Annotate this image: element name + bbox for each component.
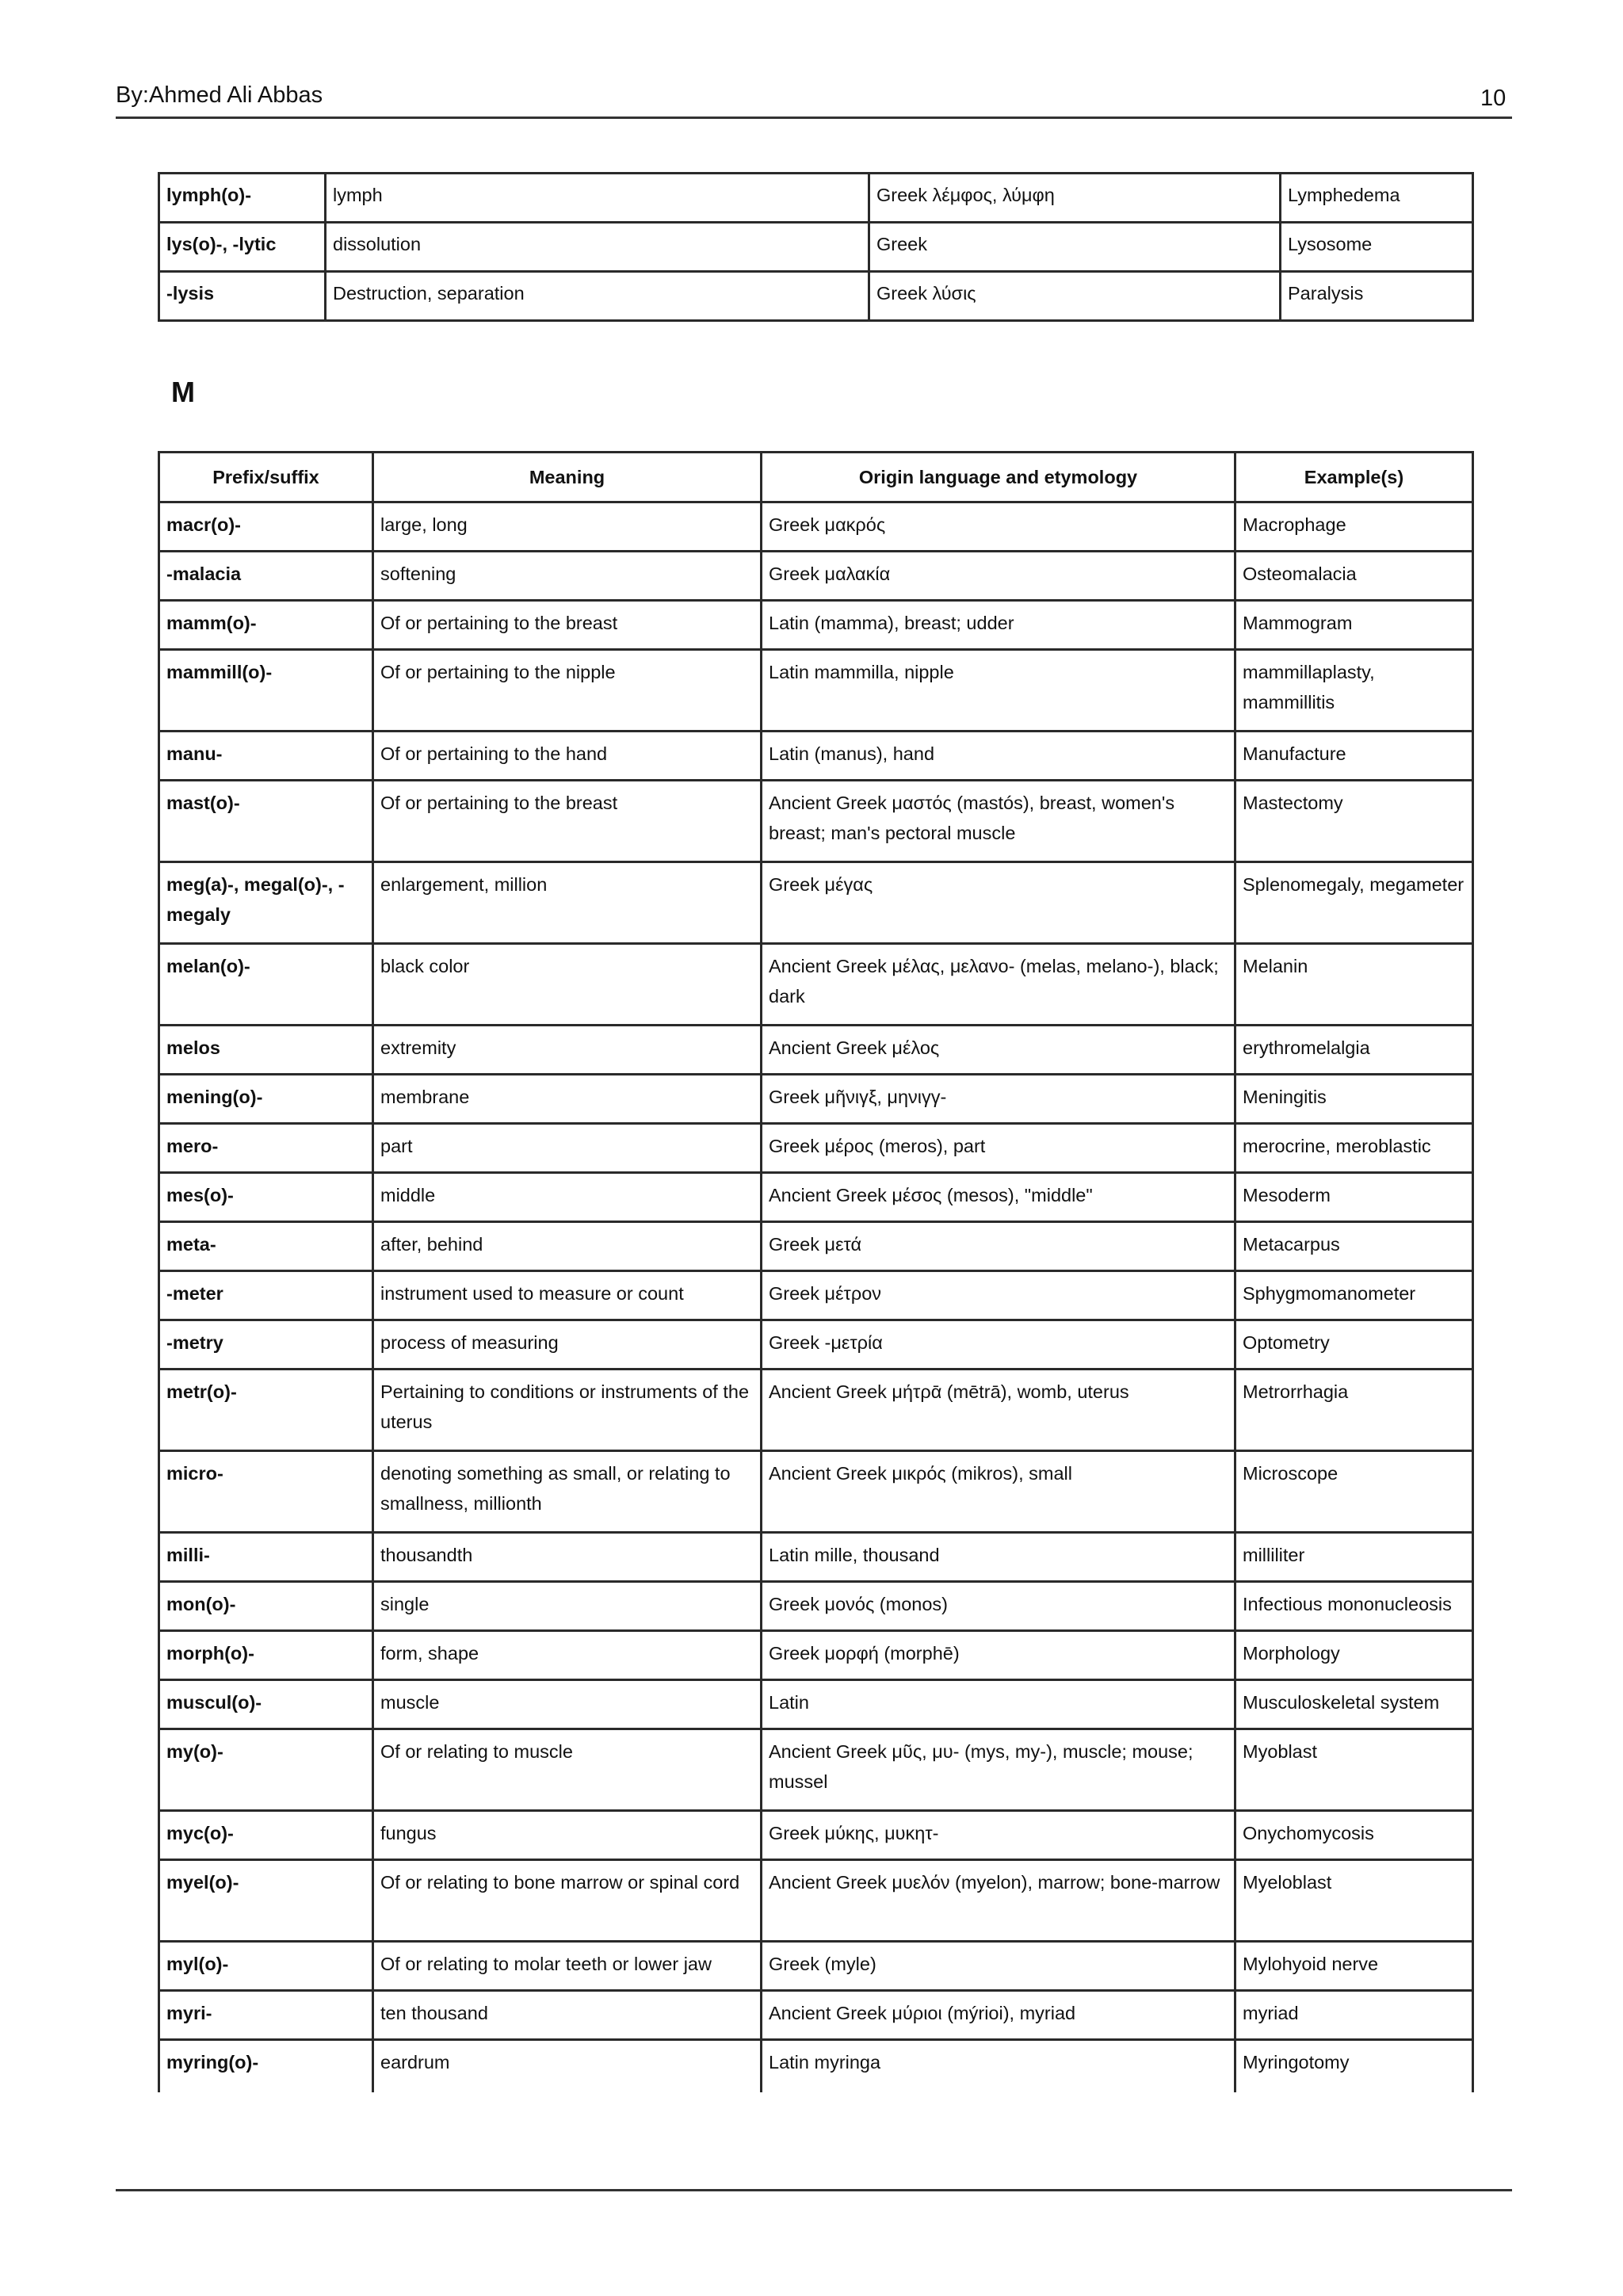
meaning-cell: Of or pertaining to the breast	[373, 601, 762, 650]
meaning-cell: Pertaining to conditions or instruments of the uterus	[373, 1370, 762, 1451]
term-cell: -meter	[159, 1271, 373, 1320]
origin-cell: Greek μονός (monos)	[762, 1582, 1235, 1631]
example-cell: Melanin	[1235, 944, 1473, 1026]
origin-cell: Latin mammilla, nipple	[762, 650, 1235, 732]
meaning-cell: dissolution	[326, 223, 869, 272]
example-cell: Musculoskeletal system	[1235, 1680, 1473, 1729]
meaning-cell: form, shape	[373, 1631, 762, 1680]
example-cell: Optometry	[1235, 1320, 1473, 1370]
term-cell: muscul(o)-	[159, 1680, 373, 1729]
term-cell: milli-	[159, 1533, 373, 1582]
example-cell: Mastectomy	[1235, 781, 1473, 862]
meaning-cell: middle	[373, 1173, 762, 1222]
meaning-cell: instrument used to measure or count	[373, 1271, 762, 1320]
meaning-cell: Of or relating to bone marrow or spinal cord	[373, 1860, 762, 1942]
table-row	[159, 862, 1473, 944]
term-cell: myc(o)-	[159, 1811, 373, 1860]
example-cell: Onychomycosis	[1235, 1811, 1473, 1860]
meaning-cell: fungus	[373, 1811, 762, 1860]
table-row	[159, 1729, 1473, 1811]
meaning-cell: part	[373, 1124, 762, 1173]
meaning-cell: thousandth	[373, 1533, 762, 1582]
origin-cell: Latin (mamma), breast; udder	[762, 601, 1235, 650]
origin-cell: Greek μακρός	[762, 502, 1235, 552]
table-row	[159, 1811, 1473, 1860]
table-row	[159, 1533, 1473, 1582]
example-cell: Sphygmomanometer	[1235, 1271, 1473, 1320]
table-row	[159, 223, 1473, 272]
example-cell: Lysosome	[1281, 223, 1473, 272]
meaning-cell: ten thousand	[373, 1991, 762, 2040]
term-cell: mammill(o)-	[159, 650, 373, 732]
example-cell: Meningitis	[1235, 1075, 1473, 1124]
example-cell: Myringotomy	[1235, 2040, 1473, 2092]
term-cell: meg(a)-, megal(o)-, -megaly	[159, 862, 373, 944]
term-cell: mon(o)-	[159, 1582, 373, 1631]
meaning-cell: single	[373, 1582, 762, 1631]
term-cell: melan(o)-	[159, 944, 373, 1026]
term-cell: -metry	[159, 1320, 373, 1370]
origin-cell: Greek (myle)	[762, 1942, 1235, 1991]
table-row	[159, 1124, 1473, 1173]
meaning-cell: after, behind	[373, 1222, 762, 1271]
example-cell: Infectious mononucleosis	[1235, 1582, 1473, 1631]
example-cell: Myoblast	[1235, 1729, 1473, 1811]
term-cell: mamm(o)-	[159, 601, 373, 650]
table-row	[159, 944, 1473, 1026]
origin-cell: Greek μῆνιγξ, μηνιγγ-	[762, 1075, 1235, 1124]
column-header-prefix: Prefix/suffix	[159, 453, 373, 502]
meaning-cell: Of or relating to muscle	[373, 1729, 762, 1811]
term-cell: manu-	[159, 732, 373, 781]
table-header-row	[159, 453, 1473, 502]
meaning-cell: extremity	[373, 1026, 762, 1075]
example-cell: Metacarpus	[1235, 1222, 1473, 1271]
m-terms-table	[158, 451, 1474, 2092]
origin-cell: Ancient Greek μύριοι (mýrioi), myriad	[762, 1991, 1235, 2040]
table-row	[159, 1631, 1473, 1680]
term-cell: lymph(o)-	[159, 174, 326, 223]
origin-cell: Ancient Greek μικρός (mikros), small	[762, 1451, 1235, 1533]
origin-cell: Greek λύσις	[869, 272, 1281, 321]
term-cell: lys(o)-, -lytic	[159, 223, 326, 272]
example-cell: Metrorrhagia	[1235, 1370, 1473, 1451]
term-cell: mening(o)-	[159, 1075, 373, 1124]
table-row	[159, 552, 1473, 601]
example-cell: Mammogram	[1235, 601, 1473, 650]
meaning-cell: enlargement, million	[373, 862, 762, 944]
table-row	[159, 1680, 1473, 1729]
table-row	[159, 1860, 1473, 1942]
table-row	[159, 2040, 1473, 2092]
term-cell: melos	[159, 1026, 373, 1075]
table-row	[159, 1582, 1473, 1631]
example-cell: Mesoderm	[1235, 1173, 1473, 1222]
origin-cell: Ancient Greek μέλας, μελανο- (melas, melano-), black; dark	[762, 944, 1235, 1026]
origin-cell: Ancient Greek μέλος	[762, 1026, 1235, 1075]
example-cell: Paralysis	[1281, 272, 1473, 321]
term-cell: meta-	[159, 1222, 373, 1271]
term-cell: myl(o)-	[159, 1942, 373, 1991]
example-cell: Manufacture	[1235, 732, 1473, 781]
column-header-examples: Example(s)	[1235, 453, 1473, 502]
example-cell: mammillaplasty, mammillitis	[1235, 650, 1473, 732]
l-continuation-table	[158, 172, 1474, 322]
example-cell: myriad	[1235, 1991, 1473, 2040]
origin-cell: Latin mille, thousand	[762, 1533, 1235, 1582]
term-cell: mes(o)-	[159, 1173, 373, 1222]
example-cell: Osteomalacia	[1235, 552, 1473, 601]
example-cell: Lymphedema	[1281, 174, 1473, 223]
example-cell: milliliter	[1235, 1533, 1473, 1582]
table-row	[159, 1026, 1473, 1075]
meaning-cell: lymph	[326, 174, 869, 223]
origin-cell: Greek μέρος (meros), part	[762, 1124, 1235, 1173]
example-cell: Mylohyoid nerve	[1235, 1942, 1473, 1991]
term-cell: mast(o)-	[159, 781, 373, 862]
meaning-cell: eardrum	[373, 2040, 762, 2092]
origin-cell: Ancient Greek μέσος (mesos), "middle"	[762, 1173, 1235, 1222]
example-cell: erythromelalgia	[1235, 1026, 1473, 1075]
table-row	[159, 1271, 1473, 1320]
table-row	[159, 272, 1473, 321]
origin-cell: Ancient Greek μῦς, μυ- (mys, my-), muscle; mouse; mussel	[762, 1729, 1235, 1811]
table-row	[159, 781, 1473, 862]
table-row	[159, 1942, 1473, 1991]
meaning-cell: process of measuring	[373, 1320, 762, 1370]
meaning-cell: large, long	[373, 502, 762, 552]
origin-cell: Ancient Greek μαστός (mastós), breast, women's breast; man's pectoral muscle	[762, 781, 1235, 862]
term-cell: -lysis	[159, 272, 326, 321]
header-author: By:Ahmed Ali Abbas	[116, 82, 323, 108]
table-row	[159, 1222, 1473, 1271]
meaning-cell: Of or pertaining to the breast	[373, 781, 762, 862]
table-row	[159, 732, 1473, 781]
origin-cell: Greek μορφή (morphē)	[762, 1631, 1235, 1680]
origin-cell: Greek	[869, 223, 1281, 272]
example-cell: Microscope	[1235, 1451, 1473, 1533]
origin-cell: Greek μετά	[762, 1222, 1235, 1271]
meaning-cell: black color	[373, 944, 762, 1026]
meaning-cell: softening	[373, 552, 762, 601]
example-cell: merocrine, meroblastic	[1235, 1124, 1473, 1173]
meaning-cell: Of or relating to molar teeth or lower jaw	[373, 1942, 762, 1991]
origin-cell: Greek μύκης, μυκητ-	[762, 1811, 1235, 1860]
origin-cell: Ancient Greek μυελόν (myelon), marrow; bone-marrow	[762, 1860, 1235, 1942]
meaning-cell: Of or pertaining to the hand	[373, 732, 762, 781]
meaning-cell: membrane	[373, 1075, 762, 1124]
example-cell: Splenomegaly, megameter	[1235, 862, 1473, 944]
meaning-cell: Destruction, separation	[326, 272, 869, 321]
column-header-meaning: Meaning	[373, 453, 762, 502]
term-cell: morph(o)-	[159, 1631, 373, 1680]
term-cell: micro-	[159, 1451, 373, 1533]
meaning-cell: Of or pertaining to the nipple	[373, 650, 762, 732]
term-cell: metr(o)-	[159, 1370, 373, 1451]
term-cell: myring(o)-	[159, 2040, 373, 2092]
origin-cell: Greek -μετρία	[762, 1320, 1235, 1370]
header-rule	[116, 117, 1512, 119]
origin-cell: Latin (manus), hand	[762, 732, 1235, 781]
page-number: 10	[1480, 86, 1507, 111]
table-row	[159, 174, 1473, 223]
term-cell: macr(o)-	[159, 502, 373, 552]
table-row	[159, 1370, 1473, 1451]
term-cell: my(o)-	[159, 1729, 373, 1811]
origin-cell: Greek μέτρον	[762, 1271, 1235, 1320]
table-row	[159, 1991, 1473, 2040]
table-row	[159, 1320, 1473, 1370]
meaning-cell: denoting something as small, or relating to smallness, millionth	[373, 1451, 762, 1533]
origin-cell: Greek λέμφος, λύμφη	[869, 174, 1281, 223]
term-cell: myel(o)-	[159, 1860, 373, 1942]
term-cell: myri-	[159, 1991, 373, 2040]
example-cell: Macrophage	[1235, 502, 1473, 552]
origin-cell: Latin myringa	[762, 2040, 1235, 2092]
origin-cell: Greek μαλακία	[762, 552, 1235, 601]
table-row	[159, 1451, 1473, 1533]
column-header-origin: Origin language and etymology	[762, 453, 1235, 502]
section-heading-m: M	[171, 376, 195, 408]
origin-cell: Greek μέγας	[762, 862, 1235, 944]
origin-cell: Ancient Greek μήτρᾱ (mētrā), womb, uterus	[762, 1370, 1235, 1451]
table-row	[159, 601, 1473, 650]
term-cell: mero-	[159, 1124, 373, 1173]
example-cell: Myeloblast	[1235, 1860, 1473, 1942]
example-cell: Morphology	[1235, 1631, 1473, 1680]
origin-cell: Latin	[762, 1680, 1235, 1729]
table-row	[159, 1075, 1473, 1124]
table-row	[159, 1173, 1473, 1222]
table-row	[159, 502, 1473, 552]
meaning-cell: muscle	[373, 1680, 762, 1729]
footer-rule	[116, 2189, 1512, 2191]
term-cell: -malacia	[159, 552, 373, 601]
table-row	[159, 650, 1473, 732]
